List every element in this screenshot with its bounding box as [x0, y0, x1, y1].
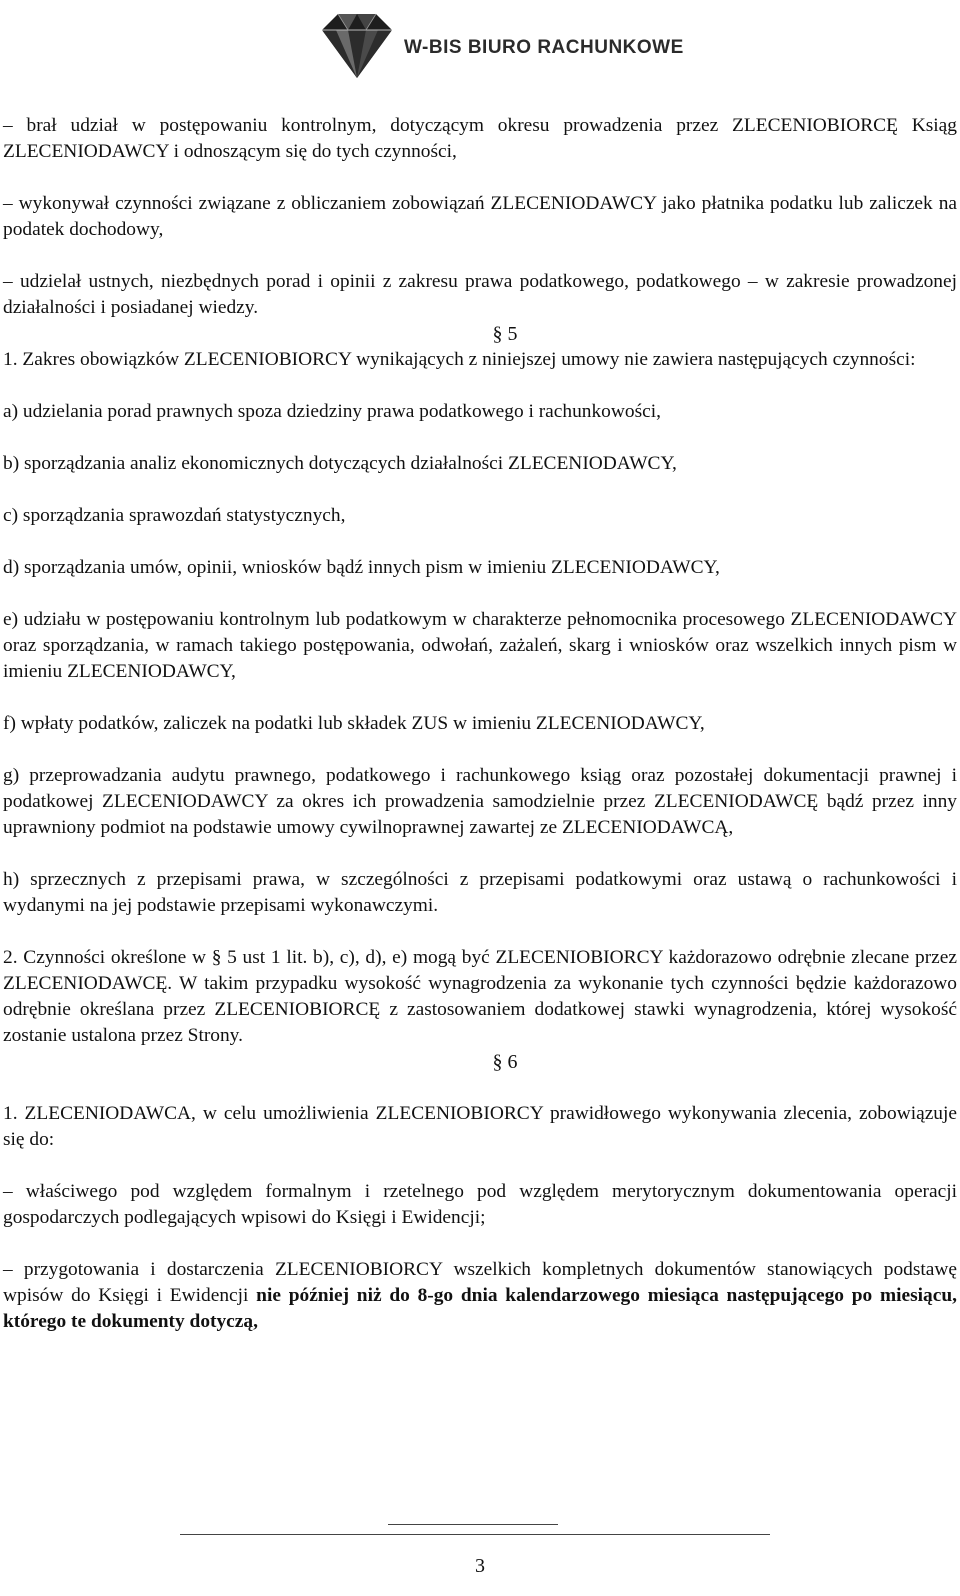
list-item: a) udzielania porad prawnych spoza dziedziny prawa podatkowego i rachunkowości,: [3, 401, 661, 422]
section-intro: 1. ZLECENIODAWCA, w celu umożliwienia ZLECENIOBIORCY prawidłowego wykonywania zlecenia, zobowiązuje się do:: [3, 1103, 957, 1150]
list-item: [3, 1257, 957, 1335]
list-item-text: – przygotowania i dostarczenia ZLECENIOBIORCY wszelkich kompletnych dokumentów stanowiących podstawę wpisów do Księgi i Ewidencji: [3, 1259, 957, 1306]
list-item: – udzielał ustnych, niezbędnych porad i opinii z zakresu prawa podatkowego, podatkowego – w zakresie prowadzonej działalności i posiadanej wiedzy.: [3, 271, 957, 318]
company-logo: [318, 8, 684, 82]
list-item: g) przeprowadzania audytu prawnego, podatkowego i rachunkowego ksiąg oraz pozostałej dokumentacji prawnej i podatkowej ZLECENIODAWCY za okres ich prowadzenia samodzielnie przez ZLECENIODAWCĘ bądź przez inny uprawniony podmiot na podstawie umowy cywilnoprawnej zawartej ze ZLECENIODAWCĄ,: [3, 765, 957, 838]
page-number: 3: [475, 1555, 485, 1577]
list-item: f) wpłaty podatków, zaliczek na podatki lub składek ZUS w imieniu ZLECENIODAWCY,: [3, 713, 705, 734]
list-item: e) udziału w postępowaniu kontrolnym lub podatkowym w charakterze pełnomocnika procesowego ZLECENIODAWCY oraz sporządzania, w ramach takiego postępowania, odwołań, zażaleń, skarg i wniosków oraz wszelkich innych pism w imieniu ZLECENIODAWCY,: [3, 609, 957, 682]
section-heading: § 5: [492, 323, 518, 345]
list-item: – wykonywał czynności związane z obliczaniem zobowiązań ZLECENIODAWCY jako płatnika podatku lub zaliczek na podatek dochodowy,: [3, 193, 957, 240]
paragraph: 2. Czynności określone w § 5 ust 1 lit. b), c), d), e) mogą być ZLECENIOBIORCY każdorazowo odrębnie zlecane przez ZLECENIODAWCĘ. W takim przypadku wysokość wynagrodzenia za wykonanie tych czynności będzie każdorazowo odrębnie określana przez ZLECENIOBIORCĘ z zastosowaniem dodatkowej stawki wynagrodzenia, której wysokość zostanie ustalona przez Strony.: [3, 947, 957, 1046]
document-body: [3, 113, 957, 1335]
section-intro: 1. Zakres obowiązków ZLECENIOBIORCY wynikających z niniejszej umowy nie zawiera następujących czynności:: [3, 349, 916, 370]
footer-divider: [180, 1534, 770, 1535]
list-item: b) sporządzania analiz ekonomicznych dotyczących działalności ZLECENIODAWCY,: [3, 453, 677, 474]
list-item: – właściwego pod względem formalnym i rzetelnego pod względem merytorycznym dokumentowania operacji gospodarczych podlegających wpisowi do Księgi i Ewidencji;: [3, 1181, 957, 1228]
footer-divider-short: [388, 1524, 558, 1525]
list-item: – brał udział w postępowaniu kontrolnym, dotyczącym okresu prowadzenia przez ZLECENIOBIORCĘ Ksiąg ZLECENIODAWCY i odnoszącym się do tych czynności,: [3, 115, 957, 162]
logo-text: W-BIS BIURO RACHUNKOWE: [404, 37, 684, 58]
deadline-emphasis: nie później niż do 8-go dnia kalendarzowego miesiąca następującego po miesiącu, którego te dokumenty dotyczą,: [3, 1285, 957, 1332]
list-item: h) sprzecznych z przepisami prawa, w szczególności z przepisami podatkowymi oraz ustawą o rachunkowości i wydanymi na jej podstawie przepisami wykonawczymi.: [3, 869, 957, 916]
list-item: d) sporządzania umów, opinii, wniosków bądź innych pism w imieniu ZLECENIODAWCY,: [3, 557, 720, 578]
section-heading: § 6: [492, 1051, 518, 1073]
diamond-icon: [322, 14, 392, 78]
list-item: c) sporządzania sprawozdań statystycznych,: [3, 505, 346, 526]
